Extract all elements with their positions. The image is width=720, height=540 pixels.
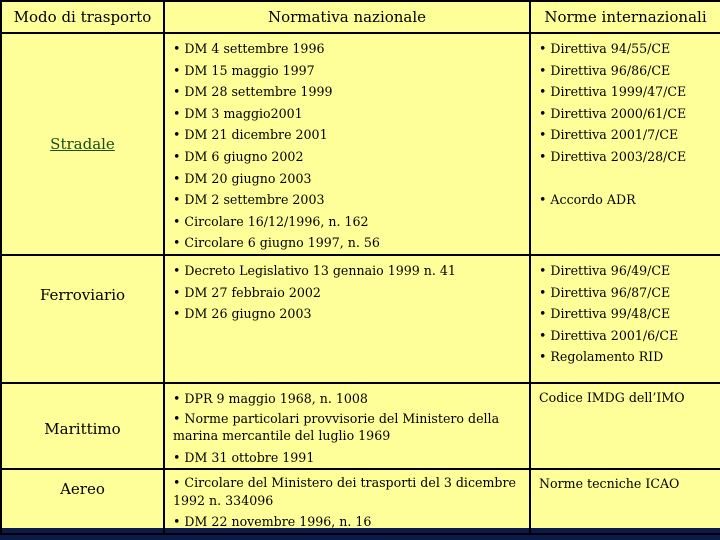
cell-text: Norme tecniche ICAO <box>539 476 680 492</box>
list-item: • Circolare 6 giugno 1997, n. 56 <box>173 235 380 251</box>
mode-cell <box>1 469 164 534</box>
list-item: • DM 6 giugno 2002 <box>173 148 304 164</box>
list-item: • DM 3 maggio2001 <box>173 105 303 121</box>
international-cell <box>530 383 720 469</box>
list-item: • DM 2 settembre 2003 <box>173 192 325 208</box>
table-row <box>1 383 720 469</box>
mode-label: Ferroviario <box>39 285 126 304</box>
header-row <box>1 1 720 33</box>
national-cell <box>164 383 530 469</box>
international-cell <box>530 255 720 383</box>
list-item: • DM 15 maggio 1997 <box>173 62 315 78</box>
table-row <box>1 469 720 534</box>
list-item: • DM 4 settembre 1996 <box>173 41 325 56</box>
list-item: • Direttiva 99/48/CE <box>539 306 671 322</box>
list-item: • DM 26 giugno 2003 <box>173 306 312 322</box>
list-item: • DM 27 febbraio 2002 <box>173 284 321 300</box>
list-item: • Direttiva 96/86/CE <box>539 62 671 78</box>
list-item: • DM 31 ottobre 1991 <box>173 449 315 465</box>
list-item: • Direttiva 94/55/CE <box>539 41 671 56</box>
mode-label: Marittimo <box>44 420 121 439</box>
mode-label: Aereo <box>60 480 105 499</box>
list-item: • Direttiva 2001/6/CE <box>539 327 679 343</box>
table-row <box>1 33 720 255</box>
list-item: • DM 21 dicembre 2001 <box>173 127 328 143</box>
mode-cell <box>1 383 164 469</box>
national-cell <box>164 469 530 534</box>
spacer <box>539 168 714 189</box>
header-international: Norme internazionali <box>530 1 720 33</box>
list-item: • Decreto Legislativo 13 gennaio 1999 n. 41 <box>173 262 456 278</box>
list-item: • DPR 9 maggio 1968, n. 1008 <box>173 390 368 406</box>
table-row <box>1 255 720 383</box>
list-item: • DM 28 settembre 1999 <box>173 84 333 100</box>
list-item: • Direttiva 2001/7/CE <box>539 127 679 143</box>
mode-link-stradale[interactable]: Stradale <box>50 134 115 153</box>
list-item: • Circolare 16/12/1996, n. 162 <box>173 213 369 229</box>
international-cell <box>530 33 720 255</box>
list-item: • Direttiva 96/49/CE <box>539 262 671 278</box>
national-cell <box>164 33 530 255</box>
list-item: • Direttiva 2003/28/CE <box>539 148 687 164</box>
mode-cell <box>1 255 164 383</box>
list-item: • Regolamento RID <box>539 349 664 365</box>
list-item: • Direttiva 96/87/CE <box>539 284 671 300</box>
list-item: • Accordo ADR <box>539 191 636 207</box>
list-item: • DM 20 giugno 2003 <box>173 170 312 186</box>
international-cell <box>530 469 720 534</box>
list-item: • Direttiva 1999/47/CE <box>539 84 687 100</box>
mode-cell <box>1 33 164 255</box>
list-item: • Direttiva 2000/61/CE <box>539 105 687 121</box>
header-mode: Modo di trasporto <box>1 1 164 33</box>
list-item: • DM 22 novembre 1996, n. 16 <box>173 514 372 530</box>
national-cell <box>164 255 530 383</box>
cell-text: Codice IMDG dell’IMO <box>539 389 685 405</box>
list-item: • Circolare del Ministero dei trasporti del 3 dicembre 1992 n. 334096 <box>173 475 516 508</box>
header-national: Normativa nazionale <box>164 1 530 33</box>
list-item: • Norme particolari provvisorie del Ministero della marina mercantile del luglio 1969 <box>173 410 500 444</box>
